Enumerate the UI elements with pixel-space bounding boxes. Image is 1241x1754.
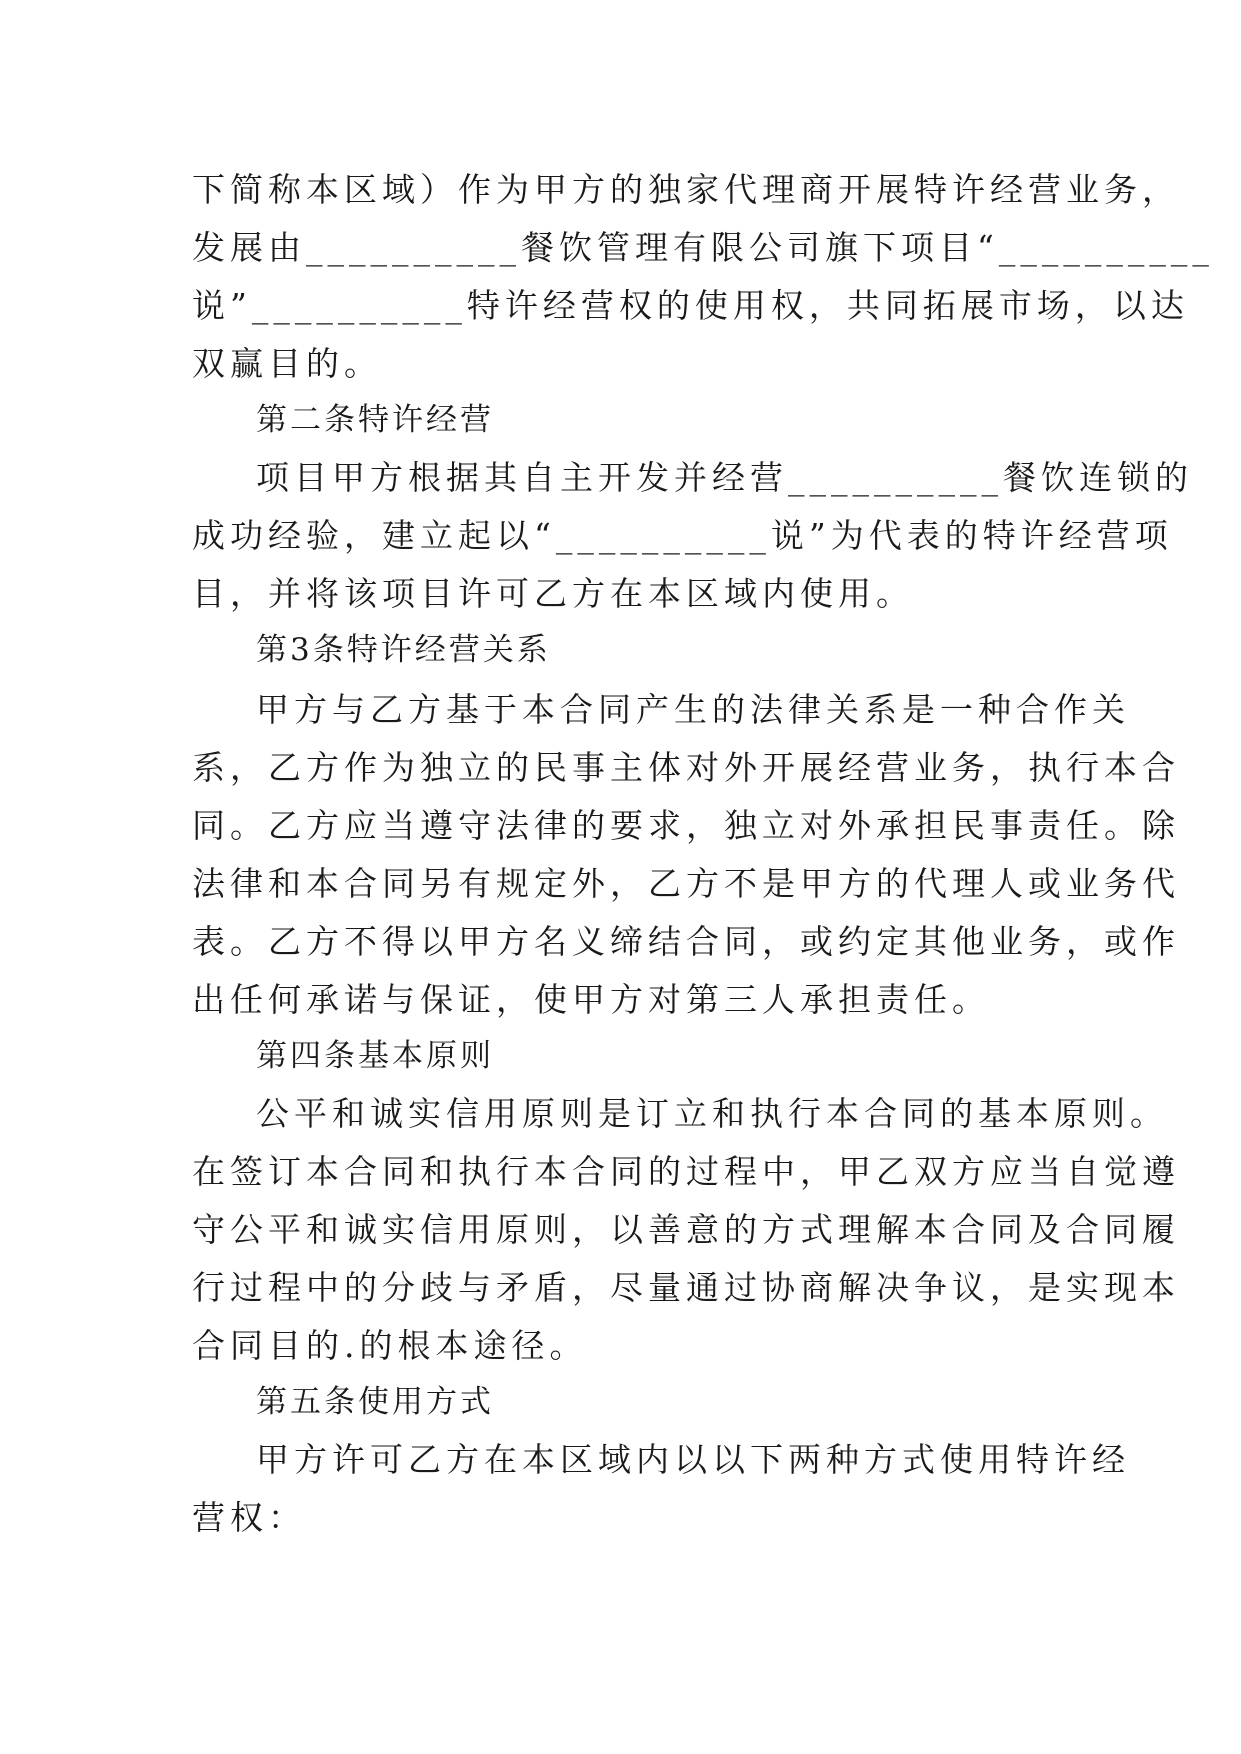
body-line: 同。乙方应当遵守法律的要求，独立对外承担民事责任。除 <box>192 806 1180 845</box>
body-line: 项目甲方根据其自主开发并经营__________餐饮连锁的 <box>256 458 1193 497</box>
body-line: 甲方许可乙方在本区域内以以下两种方式使用特许经 <box>256 1440 1130 1479</box>
body-line: 守公平和诚实信用原则，以善意的方式理解本合同及合同履 <box>192 1210 1180 1249</box>
section-heading: 第3条特许经营关系 <box>256 632 551 668</box>
body-line: 说”__________特许经营权的使用权，共同拓展市场，以达 <box>192 286 1189 325</box>
body-line: 发展由__________餐饮管理有限公司旗下项目“__________ <box>192 228 1214 267</box>
body-line: 法律和本合同另有规定外，乙方不是甲方的代理人或业务代 <box>192 864 1180 903</box>
body-line: 成功经验，建立起以“__________说”为代表的特许经营项 <box>192 516 1173 555</box>
body-line: 双赢目的。 <box>192 344 382 383</box>
section-heading: 第五条使用方式 <box>256 1384 494 1420</box>
body-line: 出任何承诺与保证，使甲方对第三人承担责任。 <box>192 980 990 1019</box>
body-line: 目，并将该项目许可乙方在本区域内使用。 <box>192 574 914 613</box>
body-line: 行过程中的分歧与矛盾，尽量通过协商解决争议，是实现本 <box>192 1268 1180 1307</box>
body-line: 在签订本合同和执行本合同的过程中，甲乙双方应当自觉遵 <box>192 1152 1180 1191</box>
body-line: 公平和诚实信用原则是订立和执行本合同的基本原则。 <box>256 1094 1168 1133</box>
body-line: 营权： <box>192 1498 306 1537</box>
section-heading: 第二条特许经营 <box>256 402 494 438</box>
section-heading: 第四条基本原则 <box>256 1038 494 1074</box>
body-line: 甲方与乙方基于本合同产生的法律关系是一种合作关 <box>256 690 1130 729</box>
body-line: 下简称本区域）作为甲方的独家代理商开展特许经营业务， <box>192 170 1180 209</box>
body-line: 系，乙方作为独立的民事主体对外开展经营业务，执行本合 <box>192 748 1180 787</box>
body-line: 表。乙方不得以甲方名义缔结合同，或约定其他业务，或作 <box>192 922 1180 961</box>
body-line: 合同目的.的根本途径。 <box>192 1326 588 1365</box>
